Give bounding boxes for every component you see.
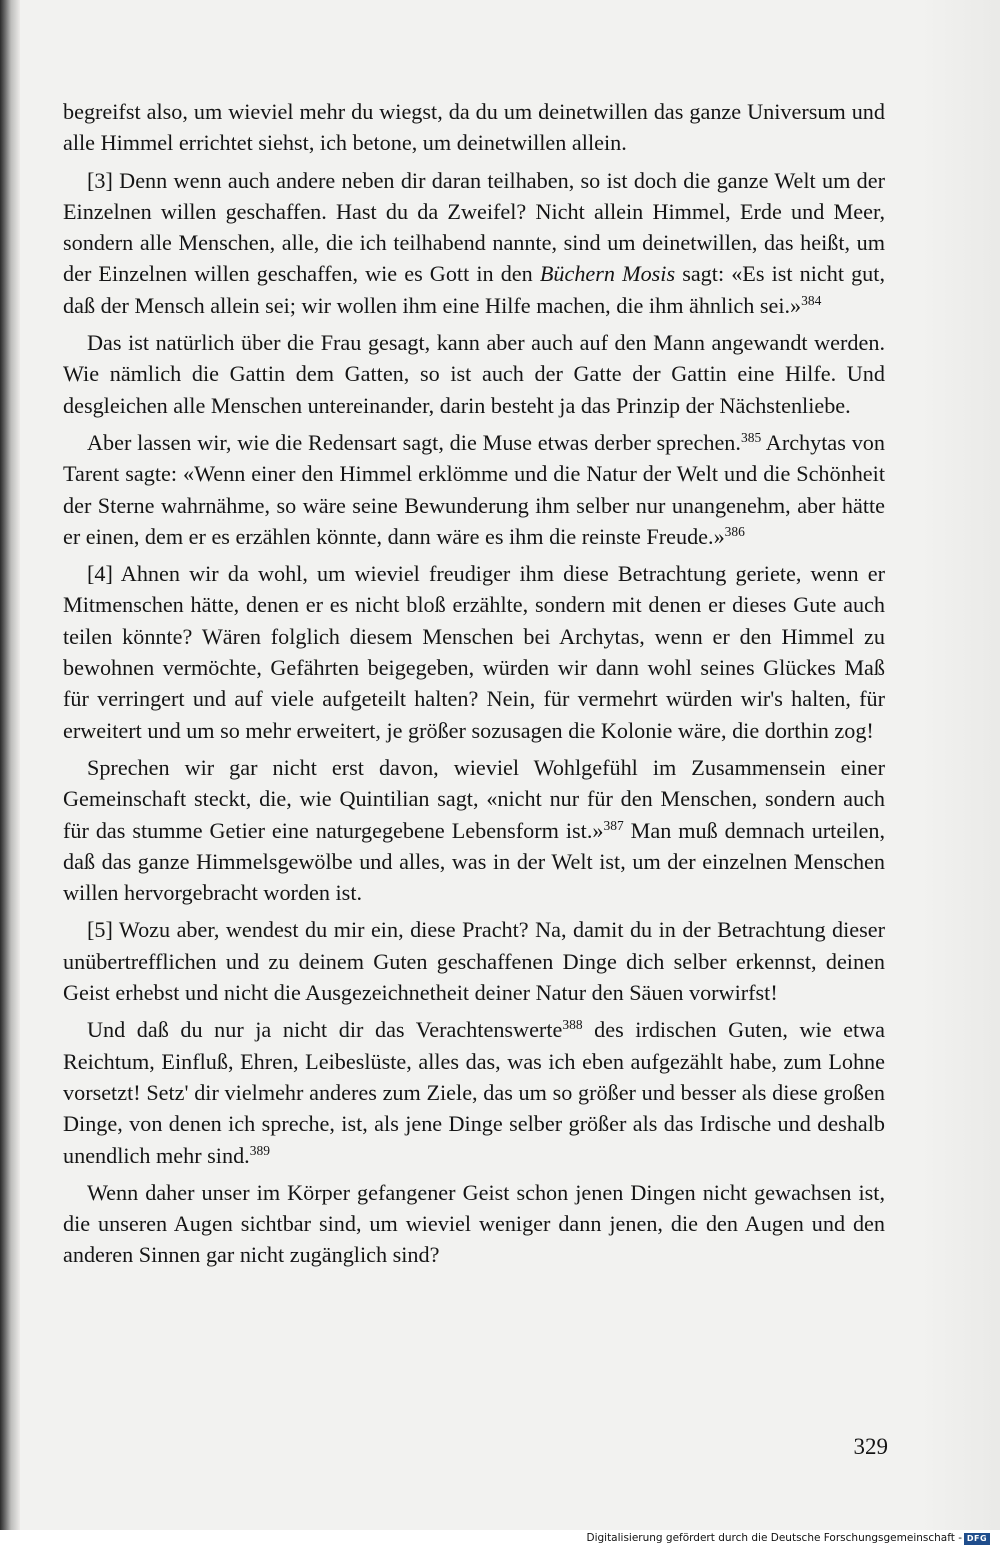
paragraph-6: [63, 752, 885, 908]
paragraph-text: Sprechen wir gar nicht erst davon, wieviel Wohlgefühl im Zusammensein einer Gemeinschaft steckt, die, wie Quintilian sagt, «nicht nur für den Menschen, sondern auch für das stumme Getier eine naturgegebene Lebensform ist.»: [63, 754, 885, 843]
paragraph-5: [63, 558, 885, 746]
binding-shadow: [0, 0, 20, 1530]
paragraph-text: begreifst also, um wieviel mehr du wiegst, da du um deinetwillen das ganze Universum und alle Himmel errichtet siehst, ich betone, um deinetwillen allein.: [63, 99, 885, 156]
paragraph-7: [63, 914, 885, 1008]
italic-title: Büchern Mosis: [539, 261, 676, 287]
paragraph-text: sagt: «Es ist nicht gut, daß der Mensch allein sei; wir wollen ihm eine Hilfe machen, die ihm ähnlich sei.»: [63, 261, 885, 318]
page-edge-bleed: [920, 0, 1000, 1530]
footnote-marker: 385: [740, 429, 762, 445]
paragraph-text: Das ist natürlich über die Frau gesagt, kann aber auch auf den Mann angewandt werden. Wie nämlich die Gattin dem Gatten, so ist auch der Gatte der Gattin eine Hilfe. Und desgleichen alle Menschen untereinander, darin besteht ja das Prinzip der Nächstenliebe.: [63, 330, 885, 418]
paragraph-text: Archytas von Tarent sagte: «Wenn einer den Himmel erklömme und die Natur der Welt und die Schönheit der Sterne wahrnähme, so wäre seine Bewunderung ihm selber nur unangenehm, aber hätte er einen, dem er es erzählen könnte, dann wäre es ihm die reinste Freude.»: [63, 429, 885, 549]
body-text: [63, 96, 885, 1277]
paragraph-text: [4] Ahnen wir da wohl, um wieviel freudiger ihm diese Betrachtung geriete, wenn er Mitmenschen hätte, denen er es nicht bloß erzählte, sondern mit denen er dieses Gute auch teilen könnte? Wären folglich diesem Menschen bei Archytas, wenn er den Himmel zu bewohnen vermöchte, Gefährten beigegeben, würden wir dann wohl seines Glückes Maß für verringert und auf viele aufgeteilt halten? Nein, für vermehrt würden wir's halten, für erweitert und um so mehr erweitert, je größer sozusagen die Kolonie wäre, die dorthin zog!: [63, 561, 885, 743]
paragraph-text: Man muß demnach urteilen, daß das ganze Himmelsgewölbe und alles, was in der Welt ist, um der einzelnen Menschen willen hervorgebracht worden ist.: [63, 817, 886, 906]
footnote-marker: 388: [562, 1017, 583, 1033]
paragraph-2: [63, 165, 885, 321]
paragraph-text: Und daß du nur ja nicht dir das Verachtenswerte: [87, 1017, 563, 1043]
dfg-logo-icon: DFG: [964, 1533, 990, 1545]
page-number: 329: [853, 1434, 888, 1459]
paragraph-text: des irdischen Guten, wie etwa Reichtum, Einfluß, Ehren, Leibeslüste, alles das, was ich eben aufgezählt habe, zum Lohne vorsetzt! Setz' dir vielmehr anderes zum Ziele, das um so größer und besser als diese großen Dinge, von denen ich spreche, ist, als jene Dinge selber größer als das Irdische und deshalb unendlich mehr sind.: [63, 1017, 885, 1168]
paragraph-text: [3] Denn wenn auch andere neben dir daran teilhaben, so ist doch die ganze Welt um der Einzelnen willen geschaffen. Hast du da Zweifel? Nicht allein Himmel, Erde und Meer, sondern alle Menschen, alle, die ich teilhabend nannte, sind um deinetwillen, das heißt, um der Einzelnen willen geschaffen, wie es Gott in den: [63, 167, 885, 287]
paragraph-3: [63, 327, 885, 421]
footnote-marker: 389: [249, 1142, 270, 1158]
paragraph-1: [63, 96, 885, 159]
paragraph-4: [63, 427, 885, 552]
paragraph-8: [63, 1014, 885, 1170]
paragraph-text: [5] Wozu aber, wendest du mir ein, diese Pracht? Na, damit du in der Betrachtung dieser unübertrefflichen und zu deinem Guten geschaffenen Dinge dich selber erkennst, deinen Geist erhebst und nicht die Ausgezeichnetheit deiner Natur den Säuen vorwirfst!: [63, 917, 885, 1006]
footnote-marker: 387: [603, 817, 624, 833]
paragraph-text: Aber lassen wir, wie die Redensart sagt, die Muse etwas derber sprechen.: [87, 429, 741, 455]
footnote-marker: 384: [801, 292, 822, 308]
funding-credit: Digitalisierung gefördert durch die Deutsche Forschungsgemeinschaft -: [586, 1532, 962, 1544]
footnote-marker: 386: [724, 523, 745, 539]
digitization-footer: [0, 1530, 1000, 1549]
paragraph-text: Wenn daher unser im Körper gefangener Geist schon jenen Dingen nicht gewachsen ist, die unseren Augen sichtbar sind, um wieviel weniger dann jenen, die den Augen und den anderen Sinnen gar nicht zugänglich sind?: [63, 1179, 885, 1268]
paragraph-9: [63, 1177, 885, 1271]
